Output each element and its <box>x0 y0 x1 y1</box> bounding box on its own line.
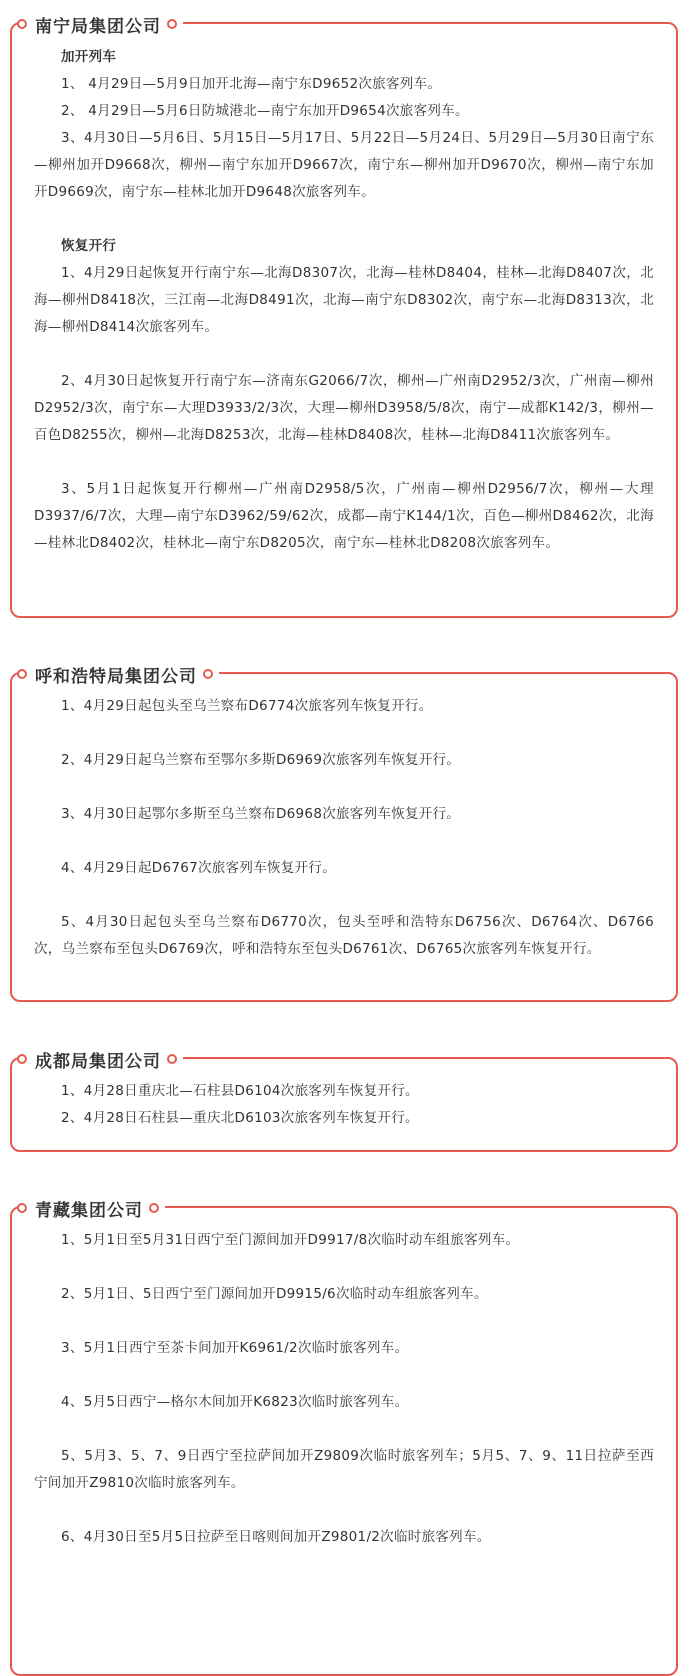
section-card-hohhot <box>10 666 678 1002</box>
circle-bullet-icon <box>167 1054 177 1064</box>
list-item: 2、4月30日起恢复开行南宁东—济南东G2066/7次，柳州—广州南D2952/3次，广州南—柳州D2952/3次，南宁东—大理D3933/2/3次，大理—柳州D3958/5/8次，南宁—成都K142/3，柳州—百色D8255次，柳州—北海D8253次，北海—桂林D8408次，桂林—北海D8411次旅客列车。 <box>34 373 654 443</box>
circle-bullet-icon <box>17 1054 27 1064</box>
section-title: 呼和浩特局集团公司 <box>35 666 197 687</box>
section-title: 成都局集团公司 <box>35 1051 161 1072</box>
list-item: 5、5月3、5、7、9日西宁至拉萨间加开Z9809次临时旅客列车；5月5、7、9、11日拉萨至西宁间加开Z9810次临时旅客列车。 <box>34 1448 654 1491</box>
list-item: 1、4月29日起包头至乌兰察布D6774次旅客列车恢复开行。 <box>61 698 433 714</box>
section-header <box>23 10 183 38</box>
section-header <box>23 1045 183 1073</box>
list-item: 5、4月30日起包头至乌兰察布D6770次，包头至呼和浩特东D6756次、D6764次、D6766次，乌兰察布至包头D6769次，呼和浩特东至包头D6761次、D6765次旅客列车恢复开行。 <box>34 914 654 957</box>
section-header <box>23 660 219 688</box>
section-title: 南宁局集团公司 <box>35 16 161 37</box>
section-card-chengdu <box>10 1051 678 1152</box>
section-body <box>12 674 676 963</box>
section-body <box>12 1208 676 1551</box>
circle-bullet-icon <box>167 19 177 29</box>
circle-bullet-icon <box>17 19 27 29</box>
list-item: 4、4月29日起D6767次旅客列车恢复开行。 <box>61 860 337 876</box>
list-item: 3、4月30日起鄂尔多斯至乌兰察布D6968次旅客列车恢复开行。 <box>61 806 461 822</box>
list-item: 1、4月29日起恢复开行南宁东—北海D8307次，北海—桂林D8404，桂林—北海D8407次，北海—柳州D8418次，三江南—北海D8491次，北海—南宁东D8302次，南宁东—北海D8313次，北海—柳州D8414次旅客列车。 <box>34 265 654 335</box>
circle-bullet-icon <box>17 669 27 679</box>
section-title: 青藏集团公司 <box>35 1200 143 1221</box>
section-body <box>12 24 676 557</box>
circle-bullet-icon <box>203 669 213 679</box>
list-item: 2、5月1日、5日西宁至门源间加开D9915/6次临时动车组旅客列车。 <box>61 1286 488 1302</box>
list-item: 3、4月30日—5月6日、5月15日—5月17日、5月22日—5月24日、5月29日—5月30日南宁东—柳州加开D9668次，柳州—南宁东加开D9667次，南宁东—柳州加开D9670次，柳州—南宁东加开D9669次，南宁东—桂林北加开D9648次旅客列车。 <box>34 130 654 200</box>
circle-bullet-icon <box>17 1203 27 1213</box>
list-item: 3、5月1日起恢复开行柳州—广州南D2958/5次，广州南—柳州D2956/7次，柳州—大理D3937/6/7次，大理—南宁东D3962/59/62次，成都—南宁K144/1次，百色—柳州D8462次，北海—桂林北D8402次，桂林北—南宁东D8205次，南宁东—桂林北D8208次旅客列车。 <box>34 481 654 551</box>
list-item: 1、5月1日至5月31日西宁至门源间加开D9917/8次临时动车组旅客列车。 <box>61 1232 520 1248</box>
section-header <box>23 1194 165 1222</box>
section-card-nanning <box>10 16 678 618</box>
subsection-heading: 加开列车 <box>61 49 117 65</box>
circle-bullet-icon <box>149 1203 159 1213</box>
subsection-heading: 恢复开行 <box>61 238 117 254</box>
list-item: 2、4月28日石柱县—重庆北D6103次旅客列车恢复开行。 <box>61 1110 419 1126</box>
list-item: 4、5月5日西宁—格尔木间加开K6823次临时旅客列车。 <box>61 1394 409 1410</box>
list-item: 2、4月29日起乌兰察布至鄂尔多斯D6969次旅客列车恢复开行。 <box>61 752 461 768</box>
list-item: 2、 4月29日—5月6日防城港北—南宁东加开D9654次旅客列车。 <box>61 103 469 119</box>
list-item: 1、4月28日重庆北—石柱县D6104次旅客列车恢复开行。 <box>61 1083 419 1099</box>
list-item: 1、 4月29日—5月9日加开北海—南宁东D9652次旅客列车。 <box>61 76 442 92</box>
section-card-qingzang <box>10 1200 678 1676</box>
list-item: 6、4月30日至5月5日拉萨至日喀则间加开Z9801/2次临时旅客列车。 <box>61 1529 491 1545</box>
list-item: 3、5月1日西宁至茶卡间加开K6961/2次临时旅客列车。 <box>61 1340 409 1356</box>
